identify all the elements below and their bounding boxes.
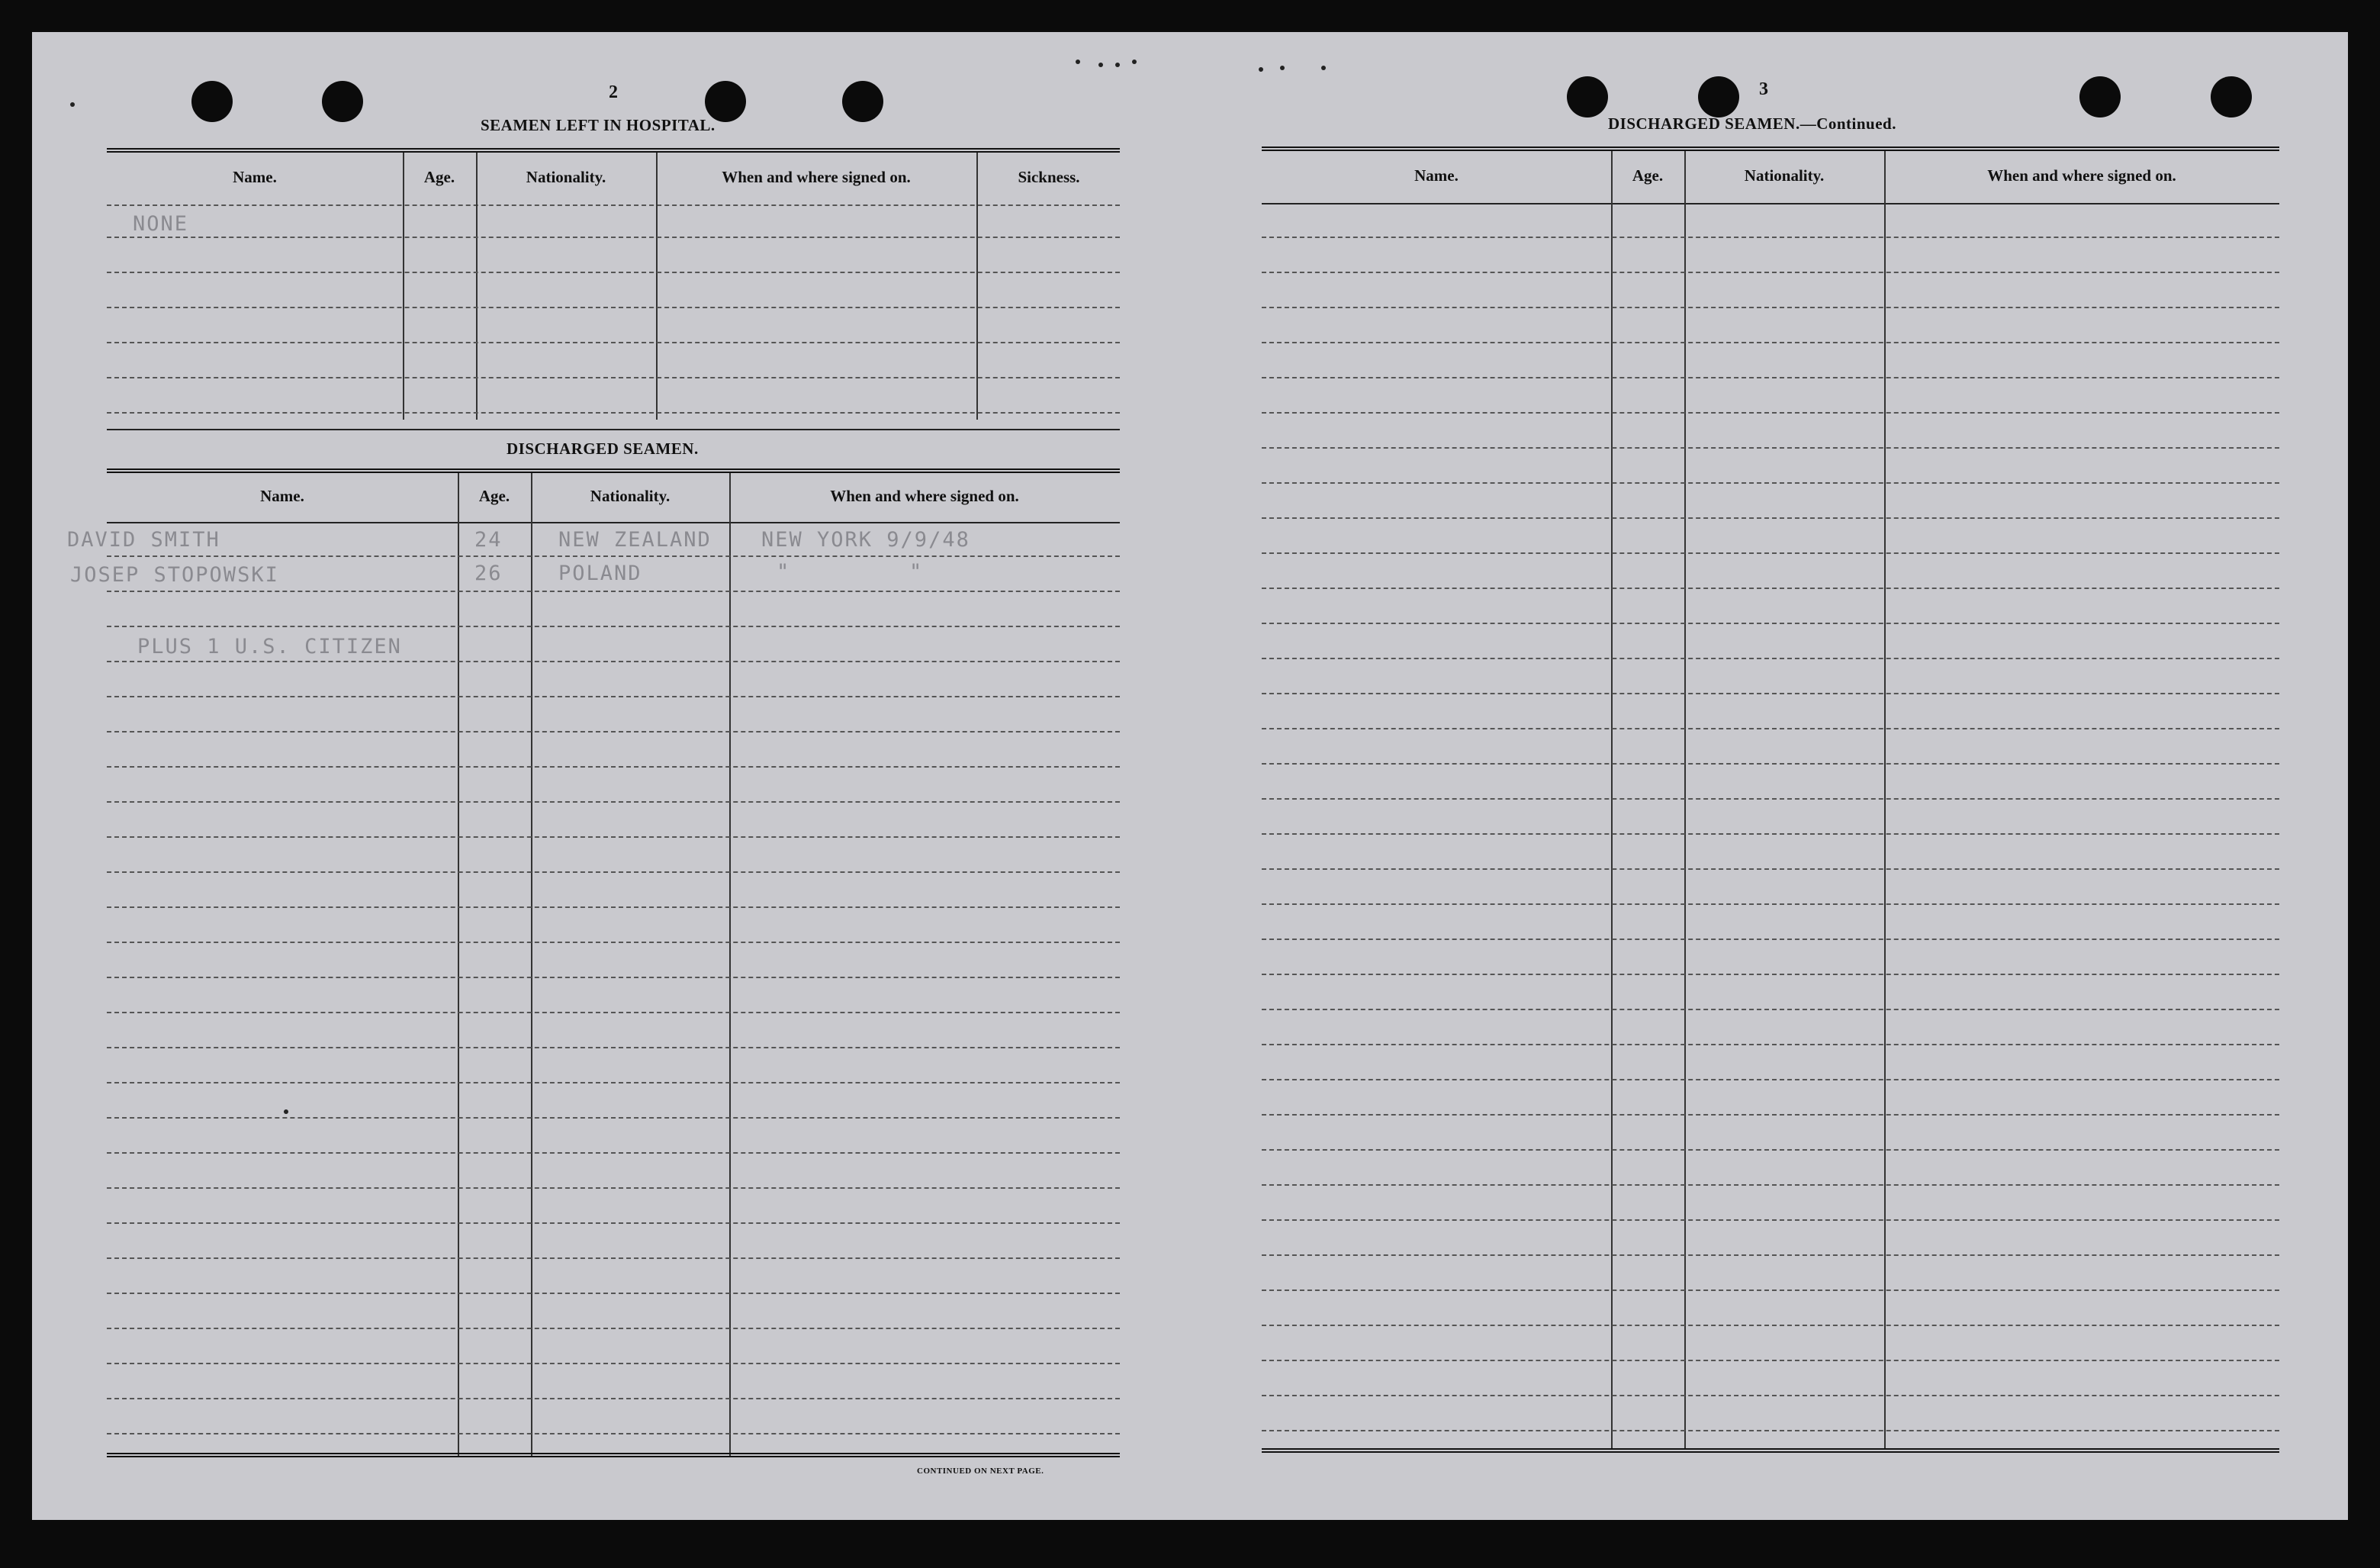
row-line: [1262, 763, 2279, 765]
column-divider: [976, 153, 978, 420]
title-suffix: —Continued.: [1799, 114, 1896, 133]
row-line: [1262, 798, 2279, 800]
row-line: [1262, 833, 2279, 835]
seaman-signed-on: NEW YORK 9/9/48: [761, 528, 970, 552]
row-line: [107, 1222, 1120, 1224]
note-entry: PLUS 1 U.S. CITIZEN: [137, 635, 402, 658]
row-line: [1262, 658, 2279, 659]
speck: [1098, 63, 1103, 67]
row-line: [107, 1293, 1120, 1294]
speck: [1076, 60, 1080, 64]
discharged-table-top-rule: [107, 468, 1120, 473]
row-line: [1262, 1009, 2279, 1010]
speck: [1280, 66, 1285, 70]
col-age: Age.: [478, 487, 510, 505]
col-nationality: Nationality.: [590, 487, 671, 505]
row-line: [107, 906, 1120, 908]
row-line: [1262, 272, 2279, 273]
speck: [70, 102, 75, 107]
row-line: [1262, 693, 2279, 694]
speck: [1321, 66, 1326, 70]
row-line: [1262, 588, 2279, 589]
row-line: [107, 1187, 1120, 1189]
punch-hole: [842, 81, 883, 122]
row-line: [1262, 1079, 2279, 1080]
row-line: [1262, 1360, 2279, 1361]
header-rule: [107, 522, 1120, 523]
hospital-entry: NONE: [133, 212, 189, 236]
row-line: [107, 272, 1120, 273]
row-line: [107, 377, 1120, 378]
row-line: [107, 237, 1120, 238]
row-line: [1262, 307, 2279, 308]
column-divider: [458, 473, 459, 1457]
speck: [1132, 60, 1137, 64]
page-number: 3: [1759, 79, 1768, 99]
row-line: [107, 836, 1120, 838]
col-sickness: Sickness.: [1018, 168, 1080, 186]
row-line: [107, 731, 1120, 732]
punch-hole: [2211, 76, 2252, 118]
seaman-nationality: NEW ZEALAND: [558, 528, 712, 552]
discharged-table-bottom-rule: [107, 1453, 1120, 1457]
row-line: [1262, 412, 2279, 414]
header-rule: [107, 204, 1120, 206]
row-line: [1262, 1149, 2279, 1151]
row-line: [1262, 482, 2279, 484]
row-line: [107, 412, 1120, 414]
col-age: Age.: [1632, 166, 1664, 185]
row-line: [1262, 342, 2279, 343]
row-line: [1262, 1325, 2279, 1326]
row-line: [107, 977, 1120, 978]
seaman-name: JOSEP STOPOWSKI: [70, 563, 279, 587]
col-nationality: Nationality.: [526, 168, 606, 186]
row-line: [1262, 868, 2279, 870]
row-line: [1262, 1219, 2279, 1221]
col-signed-on: When and where signed on.: [830, 487, 1019, 505]
speck: [284, 1109, 288, 1114]
discharged-section-title: DISCHARGED SEAMEN.: [507, 439, 699, 458]
row-line: [107, 1117, 1120, 1119]
column-divider: [476, 153, 478, 420]
row-line: [107, 1047, 1120, 1048]
hospital-table-top-rule: [107, 148, 1120, 153]
row-line: [1262, 623, 2279, 624]
punch-hole: [1567, 76, 1608, 118]
discharged-continued-title: [1608, 114, 1896, 134]
row-line: [1262, 1044, 2279, 1045]
row-line: [1262, 728, 2279, 729]
row-line: [1262, 1184, 2279, 1186]
ditto-mark: ": [777, 560, 791, 584]
col-age: Age.: [423, 168, 455, 186]
hospital-section-title: SEAMEN LEFT IN HOSPITAL.: [481, 116, 716, 134]
row-line: [107, 591, 1120, 592]
header-rule: [1262, 203, 2279, 204]
punch-hole: [191, 81, 233, 122]
row-line: [1262, 1289, 2279, 1291]
row-line: [1262, 377, 2279, 378]
table-bottom-rule: [1262, 1448, 2279, 1453]
speck: [1115, 63, 1120, 67]
row-line: [1262, 939, 2279, 940]
row-line: [107, 1012, 1120, 1013]
row-line: [107, 661, 1120, 662]
col-signed-on: When and where signed on.: [1987, 166, 2176, 185]
punch-hole: [2079, 76, 2121, 118]
column-divider: [531, 473, 532, 1457]
col-nationality: Nationality.: [1744, 166, 1825, 185]
table-top-rule: [1262, 146, 2279, 151]
row-line: [107, 626, 1120, 627]
col-signed-on: When and where signed on.: [722, 168, 911, 186]
row-line: [1262, 903, 2279, 905]
row-line: [1262, 517, 2279, 519]
document-sheet: [32, 32, 2348, 1520]
row-line: [1262, 1395, 2279, 1396]
seaman-age: 24: [474, 528, 503, 552]
row-line: [107, 942, 1120, 943]
col-name: Name.: [1414, 166, 1459, 185]
row-line: [107, 1152, 1120, 1154]
speck: [1259, 67, 1263, 72]
row-line: [1262, 237, 2279, 238]
row-line: [107, 696, 1120, 697]
row-line: [107, 801, 1120, 803]
row-line: [107, 307, 1120, 308]
row-line: [107, 1257, 1120, 1259]
column-divider: [656, 153, 658, 420]
column-divider: [403, 153, 404, 420]
row-line: [1262, 974, 2279, 975]
row-line: [107, 766, 1120, 768]
punch-hole: [1698, 76, 1739, 118]
punch-hole: [322, 81, 363, 122]
row-line: [1262, 1254, 2279, 1256]
page-number: 2: [609, 82, 618, 102]
col-name: Name.: [260, 487, 304, 505]
row-line: [1262, 447, 2279, 449]
row-line: [1262, 1114, 2279, 1116]
hospital-table-bottom-rule: [107, 429, 1120, 430]
continued-footer: CONTINUED ON NEXT PAGE.: [917, 1467, 1044, 1476]
row-line: [107, 1363, 1120, 1364]
row-line: [107, 555, 1120, 557]
row-line: [107, 871, 1120, 873]
row-line: [107, 1082, 1120, 1083]
title-text: DISCHARGED SEAMEN.: [1608, 114, 1800, 133]
col-name: Name.: [233, 168, 277, 186]
column-divider: [729, 473, 731, 1457]
row-line: [107, 1328, 1120, 1329]
ditto-mark: ": [909, 560, 924, 584]
seaman-nationality: POLAND: [558, 562, 642, 585]
seaman-name: DAVID SMITH: [67, 528, 220, 552]
row-line: [107, 1398, 1120, 1399]
row-line: [1262, 1430, 2279, 1431]
row-line: [1262, 552, 2279, 554]
row-line: [107, 342, 1120, 343]
seaman-age: 26: [474, 562, 503, 585]
row-line: [107, 1433, 1120, 1434]
